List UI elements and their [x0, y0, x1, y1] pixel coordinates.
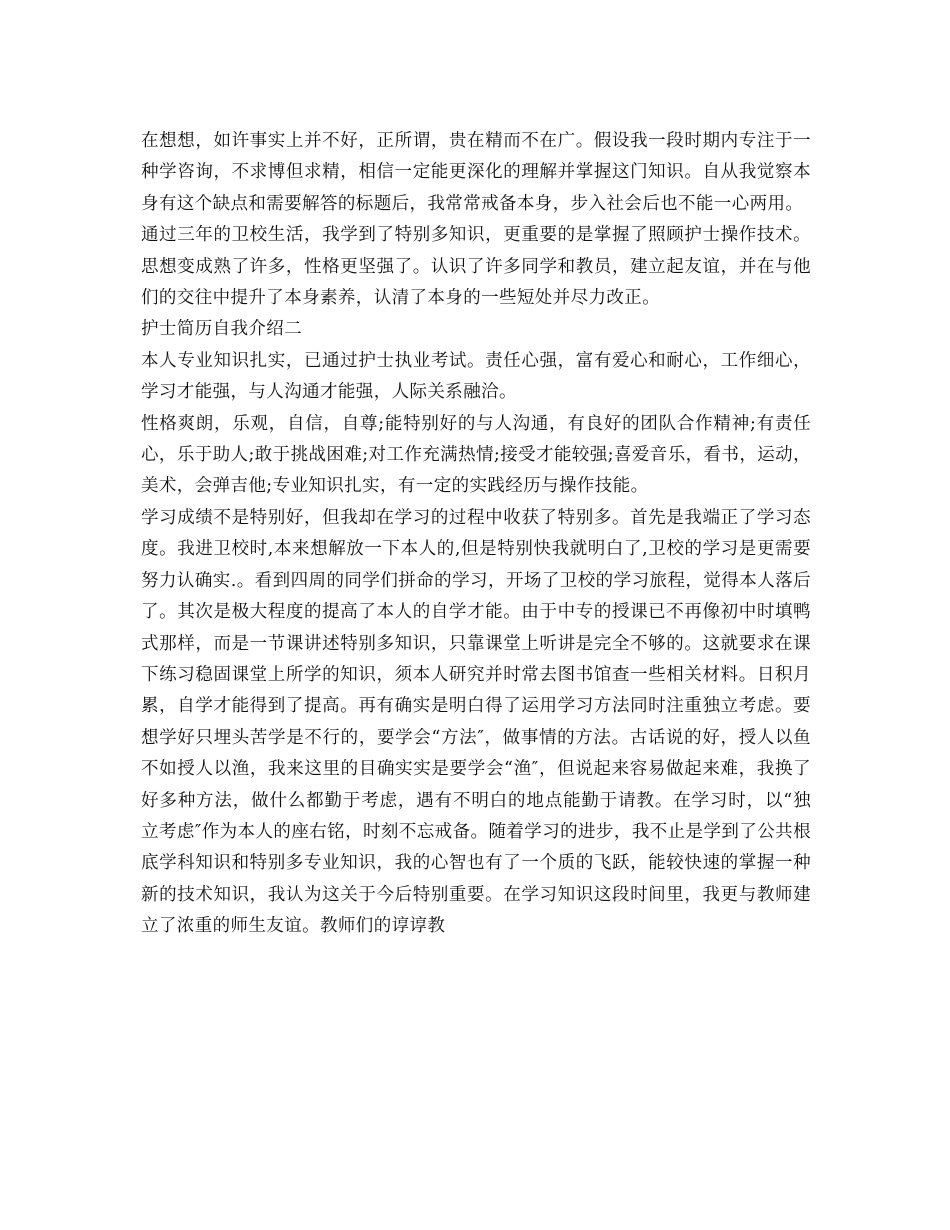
- section-heading: 护士简历自我介绍二: [141, 319, 303, 340]
- paragraph-continuation: 在想想，如许事实上并不好，正所谓，贵在精而不在广。假设我一段时期内专注于一种学咨询，不求博但求精，相信一定能更深化的理解并掌握这门知识。自从我觉察本身有这个缺点和需要解答的标题后，我常常戒备本身，步入社会后也不能一心两用。: [141, 131, 811, 214]
- paragraph-school-life: 通过三年的卫校生活，我学到了特别多知识，更重要的是掌握了照顾护士操作技术。思想变成熟了许多，性格更坚强了。认识了许多同学和教员，建立起友谊，并在与他们的交往中提升了本身素养，认清了本身的一些短处并尽力改正。: [141, 225, 811, 309]
- paragraph-professional-skills: 本人专业知识扎实，已通过护士执业考试。责任心强，富有爱心和耐心，工作细心，学习才能强，与人沟通才能强，人际关系融洽。: [141, 350, 811, 403]
- document-body: [141, 126, 811, 943]
- paragraph-personality: 性格爽朗，乐观，自信，自尊;能特别好的与人沟通，有良好的团队合作精神;有责任心，乐于助人;敢于挑战困难;对工作充满热情;接受才能较强;喜爱音乐，看书，运动，美术，会弹吉他;专业知识扎实，有一定的实践经历与操作技能。: [141, 413, 811, 497]
- paragraph-study-experience: 学习成绩不是特别好，但我却在学习的过程中收获了特别多。首先是我端正了学习态度。我进卫校时,本来想解放一下本人的,但是特别快我就明白了,卫校的学习是更需要努力认确实.。看到四周的同学们拼命的学习，开场了卫校的学习旅程，觉得本人落后了。其次是极大程度的提高了本人的自学才能。由于中专的授课已不再像初中时填鸭式那样，而是一节课讲述特别多知识，只靠课堂上听讲是完全不够的。这就要求在课下练习稳固课堂上所学的知识，须本人研究并时常去图书馆查一些相关材料。日积月累，自学才能得到了提高。再有确实是明白得了运用学习方法同时注重独立考虑。要想学好只埋头苦学是不行的，要学会“方法″，做事情的方法。古话说的好，授人以鱼不如授人以渔，我来这里的目确实实是要学会“渔″，但说起来容易做起来难，我换了好多种方法，做什么都勤于考虑，遇有不明白的地点能勤于请教。在学习时，以“独立考虑″作为本人的座右铭，时刻不忘戒备。随着学习的进步，我不止是学到了公共根底学科知识和特别多专业知识，我的心智也有了一个质的飞跃，能较快速的掌握一种新的技术知识，我认为这关于今后特别重要。在学习知识这段时间里，我更与教师建立了浓重的师生友谊。教师们的谆谆教: [141, 507, 811, 937]
